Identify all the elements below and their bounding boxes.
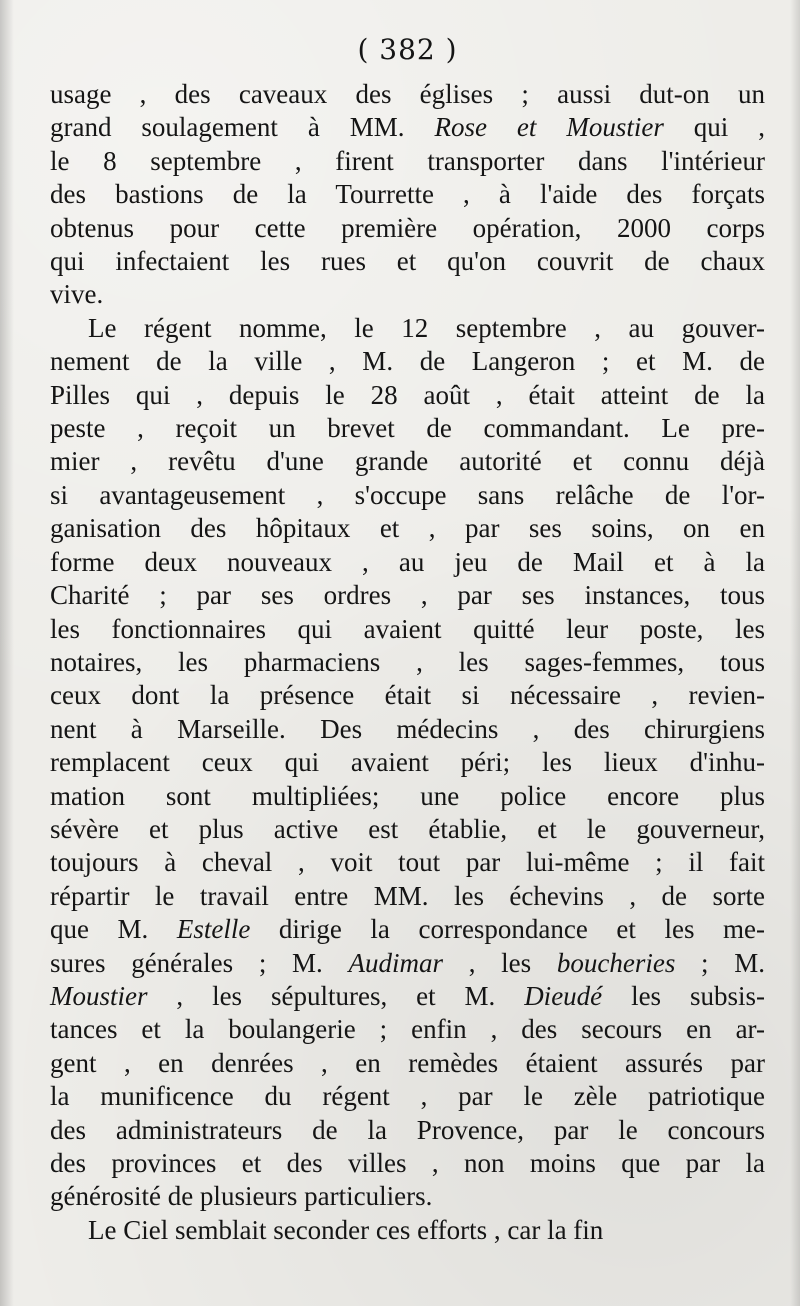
italic-name: Audimar (348, 947, 443, 978)
italic-name: boucheries (556, 947, 676, 978)
text-run: répartir le travail entre MM. les échevins , de sorte (50, 880, 765, 911)
text-line (50, 880, 765, 913)
page-number: ( 382 ) (357, 33, 458, 66)
italic-name: Moustier (50, 980, 148, 1011)
text-run: qui , (663, 112, 765, 143)
text-run: qui infectaient les rues et qu'on couvrit de chaux (50, 246, 765, 277)
text-line (50, 1013, 765, 1046)
page-shadow-right (790, 0, 800, 1306)
text-line (50, 245, 765, 278)
text-line (50, 579, 765, 612)
text-line (50, 1180, 765, 1213)
text-run: la munificence du régent , par le zèle patriotique (50, 1081, 765, 1112)
text-line (50, 1047, 765, 1080)
text-line (50, 1114, 765, 1147)
text-run: grand soulagement à MM. (50, 112, 435, 143)
text-line (50, 646, 765, 679)
text-run: forme deux nouveaux , au jeu de Mail et à la (50, 546, 765, 577)
text-line (50, 1147, 765, 1180)
text-line (50, 613, 765, 646)
text-run: ceux dont la présence était si nécessaire , revien- (50, 680, 765, 711)
text-run: nent à Marseille. Des médecins , des chirurgiens (50, 713, 765, 744)
text-line (50, 145, 765, 178)
text-run: ganisation des hôpitaux et , par ses soins, on en (50, 513, 765, 544)
text-line (50, 212, 765, 245)
italic-name: Estelle (176, 914, 251, 945)
text-run: dirige la correspondance et les me- (250, 914, 765, 945)
text-line (50, 278, 765, 311)
text-run: Pilles qui , depuis le 28 août , était atteint de la (50, 379, 765, 410)
text-line (50, 746, 765, 779)
text-run: obtenus pour cette première opération, 2000 corps (50, 212, 765, 243)
text-line (50, 813, 765, 846)
text-run: sévère et plus active est établie, et le gouverneur, (50, 813, 765, 844)
text-run: des administrateurs de la Provence, par le concours (50, 1114, 765, 1145)
text-line (50, 713, 765, 746)
text-line (50, 980, 765, 1013)
text-line (50, 1080, 765, 1113)
text-run: générosité de plusieurs particuliers. (50, 1181, 433, 1212)
text-run: mation sont multipliées; une police encore plus (50, 780, 765, 811)
text-run: Le régent nomme, le 12 septembre , au gouver- (88, 312, 765, 343)
text-line (50, 379, 765, 412)
text-line (50, 679, 765, 712)
text-run: le 8 septembre , firent transporter dans l'intérieur (50, 145, 765, 176)
text-line (50, 312, 765, 345)
text-run: gent , en denrées , en remèdes étaient assurés par (50, 1047, 765, 1078)
text-run: si avantageusement , s'occupe sans relâche de l'or- (50, 479, 765, 510)
text-run: mier , revêtu d'une grande autorité et connu déjà (50, 446, 765, 477)
text-line (50, 178, 765, 211)
text-line (50, 479, 765, 512)
text-line (50, 1214, 765, 1247)
text-run: les fonctionnaires qui avaient quitté leur poste, les (50, 613, 765, 644)
text-line (50, 412, 765, 445)
text-run: peste , reçoit un brevet de commandant. Le pre- (50, 413, 765, 444)
text-run: des provinces et des villes , non moins que par la (50, 1148, 765, 1178)
text-run: sures générales ; M. (50, 947, 349, 978)
body-text (50, 78, 765, 1247)
text-line (50, 445, 765, 478)
text-run: notaires, les pharmaciens , les sages-femmes, tous (50, 646, 765, 677)
text-line (50, 947, 765, 980)
text-line (50, 546, 765, 579)
text-line (50, 78, 765, 111)
text-run: ; M. (675, 947, 765, 978)
text-run: remplacent ceux qui avaient péri; les lieux d'inhu- (50, 747, 765, 778)
text-line (50, 780, 765, 813)
text-run: des bastions de la Tourrette , à l'aide des forçats (50, 179, 765, 210)
italic-name: Dieudé (524, 980, 603, 1011)
text-run: , les (443, 947, 557, 978)
text-run: Charité ; par ses ordres , par ses instances, tous (50, 580, 765, 611)
text-line (50, 111, 765, 144)
text-run: , les sépultures, et M. (147, 980, 525, 1011)
text-line (50, 512, 765, 545)
text-line (50, 345, 765, 378)
italic-name: Rose et Moustier (434, 112, 664, 143)
text-line (50, 846, 765, 879)
text-run: vive. (50, 279, 104, 310)
text-run: nement de la ville , M. de Langeron ; et M. de (50, 346, 765, 377)
text-run: que M. (50, 914, 177, 945)
text-run: toujours à cheval , voit tout par lui-même ; il fait (50, 847, 765, 878)
page-shadow-left (0, 0, 14, 1306)
text-run: tances et la boulangerie ; enfin , des secours en ar- (50, 1014, 765, 1045)
text-run: les subsis- (602, 980, 765, 1011)
text-run: usage , des caveaux des églises ; aussi dut-on un (50, 79, 765, 109)
text-run: Le Ciel semblait seconder ces efforts , car la fin (88, 1214, 604, 1245)
text-line (50, 913, 765, 946)
